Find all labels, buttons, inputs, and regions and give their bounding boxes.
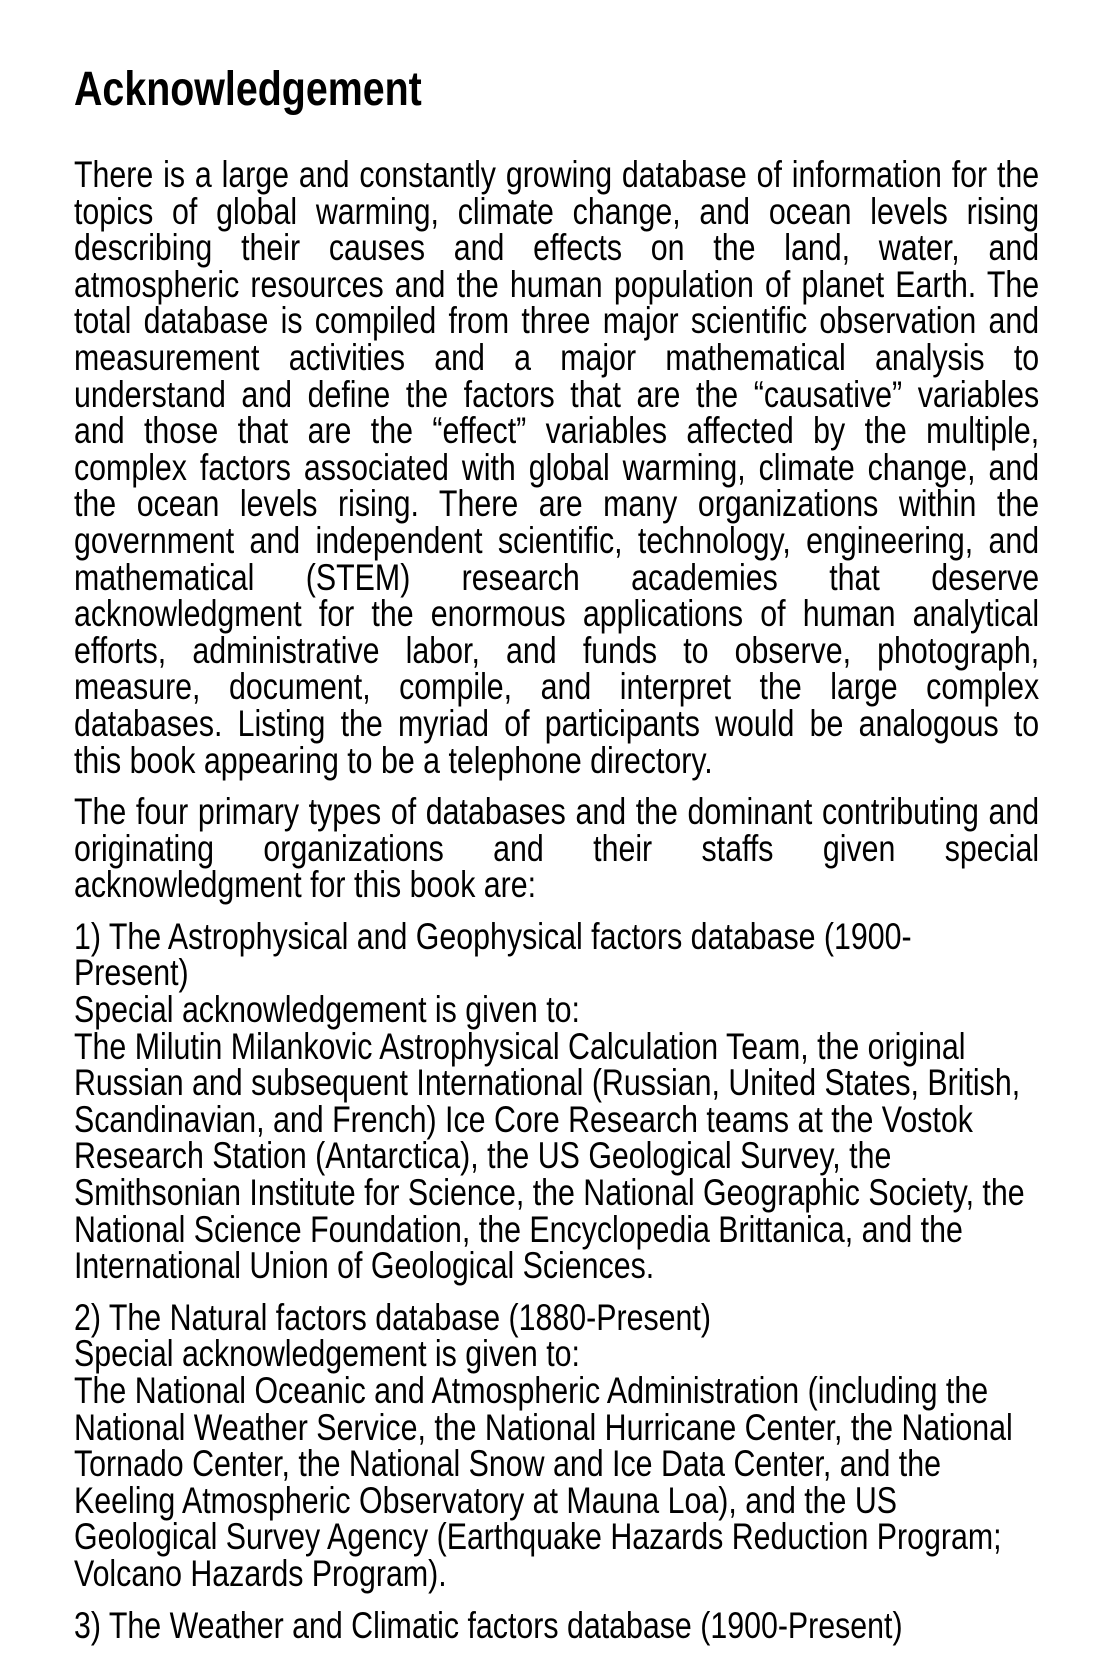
paragraph-database-3 [74, 1604, 1039, 1646]
text-line: Tornado Center, the National Snow and Ice Data Center, and the [74, 1443, 941, 1485]
text-line: Keeling Atmospheric Observatory at Mauna Loa), and the US [74, 1479, 898, 1521]
text-line: atmospheric resources and the human population of planet Earth. The [74, 263, 1040, 305]
text-line: Russian and subsequent International (Russian, United States, British, [74, 1062, 1021, 1104]
text-line: topics of global warming, climate change, and ocean levels rising [74, 190, 1040, 232]
text-line: Research Station (Antarctica), the US Geological Survey, the [74, 1135, 892, 1177]
text-line: Volcano Hazards Program). [74, 1552, 447, 1594]
text-line: 3) The Weather and Climatic factors database (1900-Present) [74, 1604, 903, 1646]
text-line: this book appearing to be a telephone directory. [74, 739, 713, 781]
text-line: the ocean levels rising. There are many organizations within the [74, 483, 1040, 525]
text-line: describing their causes and effects on the land, water, and [74, 227, 1040, 269]
text-line: The four primary types of databases and the dominant contributing and [74, 791, 1040, 833]
text-line: understand and define the factors that are the “causative” variables [74, 373, 1040, 415]
text-line: The National Oceanic and Atmospheric Administration (including the [74, 1370, 989, 1411]
text-line: Geological Survey Agency (Earthquake Hazards Reduction Program; [74, 1516, 1002, 1558]
text-line: mathematical (STEM) research academies that deserve [74, 556, 1040, 598]
text-line: total database is compiled from three major scientific observation and [74, 300, 1040, 342]
paragraph-database-1 [74, 915, 1039, 1287]
text-line: originating organizations and their staffs given special [74, 827, 1040, 869]
text-line: Special acknowledgement is given to: [74, 989, 580, 1031]
text-line: measure, document, compile, and interpret the large complex [74, 666, 1040, 708]
paragraph-database-2 [74, 1296, 1039, 1594]
text-line: complex factors associated with global warming, climate change, and [74, 446, 1040, 488]
paragraph-four-types [74, 791, 1040, 906]
text-line: Present) [74, 952, 189, 994]
text-line: Smithsonian Institute for Science, the National Geographic Society, the [74, 1172, 1025, 1214]
text-line: National Weather Service, the National Hurricane Center, the National [74, 1406, 1013, 1448]
text-line: Special acknowledgement is given to: [74, 1333, 580, 1375]
text-line: National Science Foundation, the Encyclopedia Brittanica, and the [74, 1208, 963, 1250]
text-line: acknowledgment for the enormous applications of human analytical [74, 593, 1040, 635]
paragraph-intro [74, 154, 1040, 781]
text-line: The Milutin Milankovic Astrophysical Calculation Team, the original [74, 1025, 966, 1067]
text-line: and those that are the “effect” variables affected by the multiple, [74, 410, 1040, 452]
text-line: Scandinavian, and French) Ice Core Research teams at the Vostok [74, 1098, 973, 1140]
text-line: government and independent scientific, technology, engineering, and [74, 519, 1040, 561]
page-content [74, 0, 1039, 1659]
text-line: efforts, administrative labor, and funds to observe, photograph, [74, 629, 1040, 671]
page-title: Acknowledgement [74, 63, 422, 116]
text-line: databases. Listing the myriad of participants would be analogous to [74, 702, 1040, 744]
text-line: 1) The Astrophysical and Geophysical factors database (1900- [74, 915, 912, 957]
text-line: 2) The Natural factors database (1880-Present) [74, 1296, 711, 1338]
text-line: International Union of Geological Sciences. [74, 1245, 655, 1287]
text-line: There is a large and constantly growing database of information for the [74, 154, 1040, 195]
text-line: measurement activities and a major mathematical analysis to [74, 336, 1040, 378]
text-line: acknowledgment for this book are: [74, 864, 537, 906]
